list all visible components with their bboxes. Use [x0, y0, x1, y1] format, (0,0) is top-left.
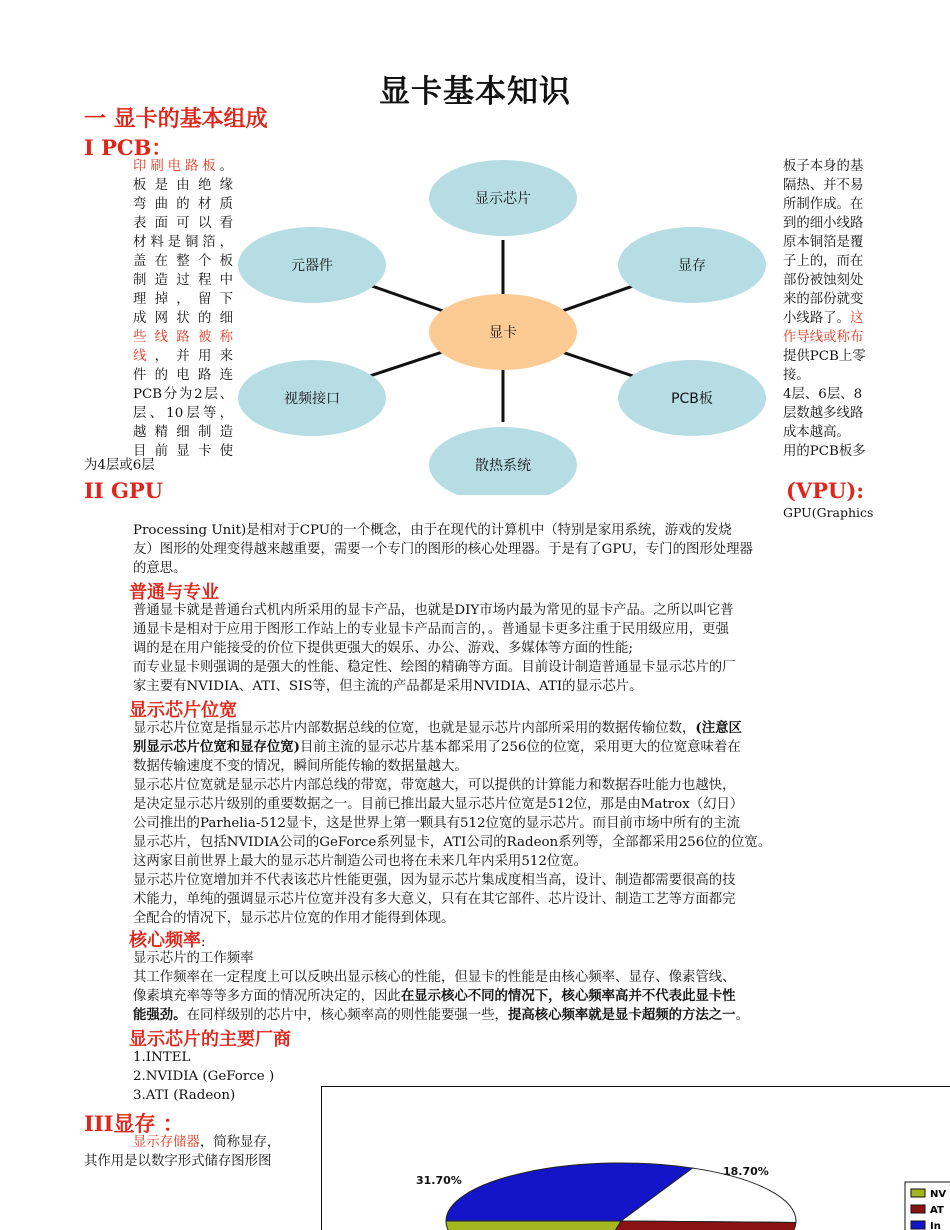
gpu-paragraph [133, 521, 753, 578]
legend-swatch [911, 1221, 925, 1229]
text-line: 全配合的情况下，显示芯片位宽的作用才能得到体现。 [133, 911, 455, 926]
pcb-right-column [783, 157, 893, 461]
emphasis-text: 在显示核心不同的情况下，核心频率高并不代表此显卡性 [400, 988, 736, 1004]
vendor-item: 1.INTEL [133, 1050, 191, 1065]
column-line: 板是由绝缘 [133, 178, 233, 193]
column-line: 来的部份就变 [783, 292, 864, 307]
node-label: 显存 [678, 258, 706, 274]
section-heading-components: 一 显卡的基本组成 [84, 107, 268, 132]
chip-width-paragraph [133, 719, 771, 928]
column-line: 越精细制造 [133, 425, 233, 440]
legend-swatch [911, 1189, 925, 1197]
column-line: 子上的，而在 [783, 254, 864, 269]
column-line: 层数越多线路 [783, 406, 864, 421]
vendor-share-pie-chart [321, 1086, 950, 1230]
column-line: 部份被蚀刻处 [783, 273, 864, 288]
column-line: 表面可以看 [133, 216, 233, 231]
vendor-item: 3.ATI (Radeon) [133, 1088, 236, 1103]
column-line: 作导线或称布 [783, 330, 864, 345]
pcb-left-last-line: 为4层或6层 [84, 458, 155, 473]
column-line: 理掉，留下 [133, 292, 233, 307]
column-line: 4层、6层、8 [783, 387, 863, 402]
node-label: 元器件 [291, 258, 333, 274]
pcb-heading: I PCB： [84, 135, 173, 160]
text-line: 术能力，单纯的强调显示芯片位宽并没有多大意义，只有在其它部件、芯片设计、制造工艺等方面都完 [133, 892, 736, 907]
chip-width-heading: 显示芯片位宽 [129, 700, 237, 721]
column-line: 板子本身的基 [783, 159, 864, 174]
emphasis-text: 别显示芯片位宽和显存位宽) [133, 739, 301, 755]
column-line: 制造过程中 [133, 273, 233, 288]
column-line: PCB分为2层、 [133, 387, 233, 402]
gpu-abbrev: GPU(Graphics [783, 505, 874, 520]
column-line: 成本越高。 [783, 425, 850, 440]
vram-line1 [133, 1133, 280, 1152]
legend-label: In [930, 1221, 941, 1230]
text-line: 而专业显卡则强调的是强大的性能、稳定性、绘图的精确等方面。目前设计制造普通显卡显示芯片的厂 [133, 660, 736, 675]
pcb-left-column [133, 157, 233, 461]
text-line: 数据传输速度不变的情况，瞬间所能传输的数据量越大。 [133, 759, 468, 774]
core-frequency-heading: 核心频率 [129, 930, 201, 951]
text-span: 目前主流的显示芯片基本都采用了256位的位宽，采用更大的位宽意味着在 [300, 740, 741, 755]
text-line: 这两家目前世界上最大的显示芯片制造公司也将在未来几年内采用512位宽。 [133, 854, 588, 869]
text-line: 是决定显示芯片级别的重要数据之一。目前已推出最大显示芯片位宽是512位，那是由Matrox（幻日） [133, 797, 744, 812]
normal-vs-pro-paragraph [133, 601, 736, 696]
column-line: 用的PCB板多 [783, 444, 866, 459]
column-line: 隔热、并不易 [783, 178, 864, 193]
text-span: 显示芯片位宽是指显示芯片内部数据总线的位宽，也就是显示芯片内部所采用的数据传输位数， [133, 721, 696, 736]
pie-slice [446, 1221, 621, 1230]
heading-colon: : [201, 935, 206, 950]
column-line: 接。 [783, 368, 810, 383]
node-label: 视频接口 [284, 391, 340, 407]
emphasis-text: 能强劲。 [133, 1007, 187, 1023]
text-line: 显示芯片位宽增加并不代表该芯片性能更强，因为显示芯片集成度相当高，设计、制造都需要很高的技 [133, 873, 736, 888]
column-line: 成网状的细 [133, 311, 233, 326]
legend-label: NV [930, 1189, 947, 1200]
graphics-card-components-diagram [230, 160, 780, 495]
emphasis-text: (注意区 [695, 720, 742, 736]
column-line: 线，并用来 [133, 349, 234, 364]
column-line: 目前显卡使 [133, 444, 233, 459]
column-line: 件的电路连 [133, 368, 233, 383]
column-line: 提供PCB上零 [783, 349, 866, 364]
column-line: 原本铜箔是覆 [783, 235, 864, 250]
text-span: ，简称显存， [199, 1135, 281, 1150]
vendor-item: 2.NVIDIA (GeForce ) [133, 1069, 275, 1084]
normal-vs-pro-heading: 普通与专业 [129, 582, 219, 603]
column-line: 到的细小线路 [783, 216, 864, 231]
text-line: 显示芯片的工作频率 [133, 951, 254, 966]
text-span: 在同样级别的芯片中，核心频率高的则性能要强一些， [186, 1008, 508, 1023]
text-span: 。 [735, 1008, 749, 1023]
vendors-heading: 显示芯片的主要厂商 [129, 1029, 291, 1050]
vpu-heading: (VPU): [786, 478, 865, 503]
text-line: 家主要有NVIDIA、ATI、SIS等，但主流的产品都是采用NVIDIA、ATI的显示芯片。 [133, 679, 643, 694]
core-frequency-paragraph [133, 949, 749, 1025]
page-title: 显卡基本知识 [379, 74, 571, 110]
column-line: 小线路了。这 [783, 311, 864, 326]
column-line: 所制作成。在 [783, 197, 864, 212]
text-line: Processing Unit)是相对于CPU的一个概念，由于在现代的计算机中（特别是家用系统，游戏的发烧 [133, 523, 732, 538]
node-label: 显示芯片 [475, 191, 531, 207]
node-label: 显卡 [489, 325, 517, 341]
column-line: 弯曲的材质 [133, 197, 233, 212]
pie-data-label: 18.70% [723, 1165, 769, 1178]
vendors-list [133, 1048, 274, 1105]
node-label: 散热系统 [475, 458, 531, 474]
emphasis-text: 提高核心频率就是显卡超频的方法之一 [507, 1007, 736, 1023]
vram-term: 显示存储器 [133, 1135, 200, 1150]
column-line: 些线路被称 [133, 330, 233, 345]
gpu-heading: II GPU [84, 478, 163, 503]
text-span: 像素填充率等等多方面的情况所决定的，因此 [133, 989, 401, 1004]
column-line: 盖在整个板 [133, 254, 233, 269]
text-line: 公司推出的Parhelia-512显卡，这是世界上第一颗具有512位宽的显示芯片。而目前市场中所有的主流 [133, 816, 740, 831]
text-line: 显示芯片，包括NVIDIA公司的GeForce系列显卡，ATI公司的Radeon系列等，全部都采用256位的位宽。 [133, 835, 772, 850]
text-line: 友）图形的处理变得越来越重要，需要一个专门的图形的核心处理器。于是有了GPU，专门的图形处理器 [133, 542, 753, 557]
text-line: 的意思。 [133, 561, 187, 576]
column-line: 印刷电路板。 [133, 159, 233, 174]
pie-data-label: 31.70% [416, 1174, 462, 1187]
vram-line2: 其作用是以数字形式储存图形图 [84, 1154, 272, 1169]
text-line: 通显卡是相对于应用于图形工作站上的专业显卡产品而言的，。普通显卡更多注重于民用级应用，更强 [133, 622, 729, 637]
column-line: 材料是铜箔， [133, 235, 233, 250]
column-line: 层、10层等， [133, 406, 233, 421]
text-line: 其工作频率在一定程度上可以反映出显示核心的性能，但显卡的性能是由核心频率、显存、像素管线、 [133, 970, 736, 985]
legend-label: AT [930, 1205, 944, 1216]
node-label: PCB板 [671, 391, 713, 407]
text-line: 显示芯片位宽就是显示芯片内部总线的带宽，带宽越大，可以提供的计算能力和数据吞吐能力也越快， [133, 778, 736, 793]
vram-heading: III显存 ： [84, 1111, 184, 1136]
legend-swatch [911, 1205, 925, 1213]
text-line: 调的是在用户能接受的价位下提供更强大的娱乐、办公、游戏、多媒体等方面的性能; [133, 641, 633, 656]
text-line: 普通显卡就是普通台式机内所采用的显卡产品，也就是DIY市场内最为常见的显卡产品。之所以叫它普 [133, 603, 734, 618]
